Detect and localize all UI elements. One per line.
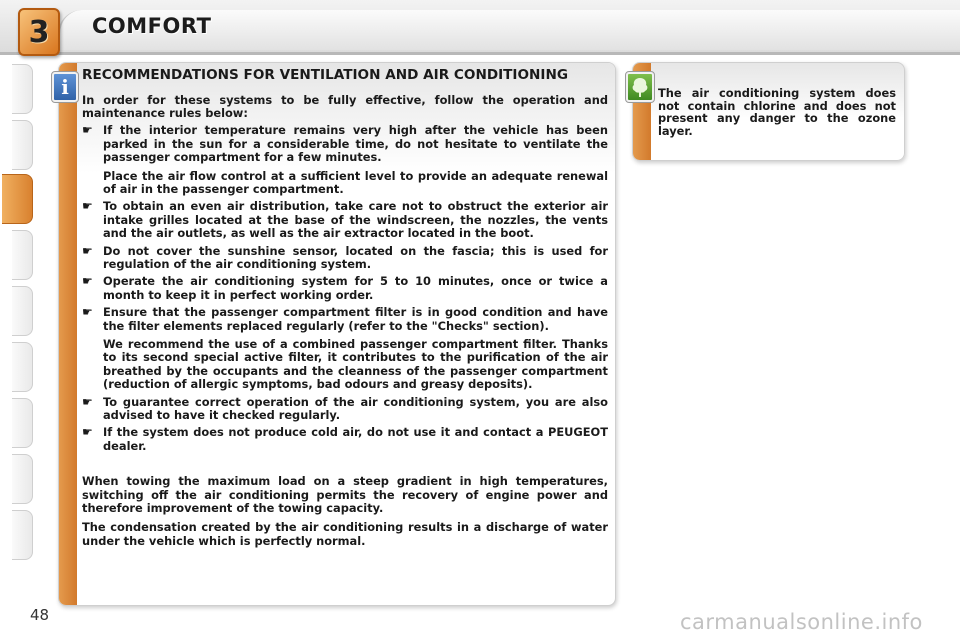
list-item bbox=[82, 306, 608, 391]
side-index-tabs bbox=[0, 64, 34, 579]
page-number: 48 bbox=[30, 606, 50, 624]
pointing-hand-icon: ☛ bbox=[82, 123, 93, 138]
list-item-text: Do not cover the sunshine sensor, located on the fascia; this is used for regulation of the air conditioning system. bbox=[103, 243, 608, 271]
pointing-hand-icon: ☛ bbox=[82, 305, 93, 320]
pointing-hand-icon: ☛ bbox=[82, 394, 93, 409]
list-item bbox=[82, 275, 608, 302]
eco-text: The air conditioning system does not contain chlorine and does not present any danger to the ozone layer. bbox=[658, 86, 896, 138]
chapter-number: 3 bbox=[28, 14, 50, 50]
watermark: carmanualsonline.info bbox=[680, 610, 923, 634]
list-item bbox=[82, 124, 608, 196]
eco-leaf-icon bbox=[626, 72, 654, 102]
list-item-text: To obtain an even air distribution, take care not to obstruct the exterior air intake grilles located at the base of the windscreen, the nozzles, the vents and the air outlets, as well as the air extractor located in the boot. bbox=[103, 199, 608, 241]
recommendations-content bbox=[82, 68, 608, 554]
chapter-badge bbox=[18, 8, 60, 56]
spacer bbox=[82, 457, 608, 475]
side-tab[interactable] bbox=[12, 286, 33, 336]
list-item bbox=[82, 200, 608, 240]
intro-text: In order for these systems to be fully effective, follow the operation and maintenance rules below: bbox=[82, 92, 608, 120]
side-tab[interactable] bbox=[12, 398, 33, 448]
side-tab-active[interactable] bbox=[2, 174, 33, 224]
side-tab[interactable] bbox=[12, 342, 33, 392]
list-item-text: We recommend the use of a combined passenger compartment filter. Thanks to its second special active filter, it contributes to the purification of the air breathed by the occupants and the cleanness of the passenger compartment (reduction of allergic symptoms, bad odours and greasy deposits). bbox=[103, 337, 608, 392]
side-tab[interactable] bbox=[12, 230, 33, 280]
list-item bbox=[82, 245, 608, 272]
side-tab[interactable] bbox=[12, 510, 33, 560]
list-item-text: To guarantee correct operation of the air conditioning system, you are also advised to have it checked regularly. bbox=[103, 394, 608, 423]
pointing-hand-icon: ☛ bbox=[82, 274, 93, 289]
list-item-text: Place the air flow control at a sufficient level to provide an adequate renewal of air in the passenger compartment. bbox=[103, 168, 608, 196]
info-icon: i bbox=[52, 72, 78, 102]
list-item-text: If the system does not produce cold air, do not use it and contact a PEUGEOT dealer. bbox=[103, 425, 608, 453]
section-title: COMFORT bbox=[92, 14, 212, 38]
list-item-text: Ensure that the passenger compartment filter is in good condition and have the filter elements replaced regularly (refer to the "Checks" section). bbox=[103, 305, 608, 333]
pointing-hand-icon: ☛ bbox=[82, 243, 93, 258]
list-item-text: If the interior temperature remains very high after the vehicle has been parked in the sun for a considerable time, do not hesitate to ventilate the passenger compartment for a few minutes. bbox=[103, 123, 608, 165]
side-tab[interactable] bbox=[12, 120, 33, 170]
panel-accent-strip bbox=[59, 63, 77, 605]
towing-note: When towing the maximum load on a steep gradient in high temperatures, switching off the air conditioning permits the recovery of engine power and therefore improvement of the towing capacity. bbox=[82, 474, 608, 516]
panel-title: RECOMMENDATIONS FOR VENTILATION AND AIR CONDITIONING bbox=[82, 67, 569, 83]
pointing-hand-icon: ☛ bbox=[82, 199, 93, 214]
list-item bbox=[82, 426, 608, 453]
condensation-note: The condensation created by the air conditioning results in a discharge of water under the vehicle which is perfectly normal. bbox=[82, 520, 608, 548]
list-item-text: Operate the air conditioning system for 5 to 10 minutes, once or twice a month to keep it in perfect working order. bbox=[103, 274, 608, 302]
pointing-hand-icon: ☛ bbox=[82, 425, 93, 440]
side-tab[interactable] bbox=[12, 454, 33, 504]
side-tab[interactable] bbox=[12, 64, 33, 114]
list-item bbox=[82, 396, 608, 423]
